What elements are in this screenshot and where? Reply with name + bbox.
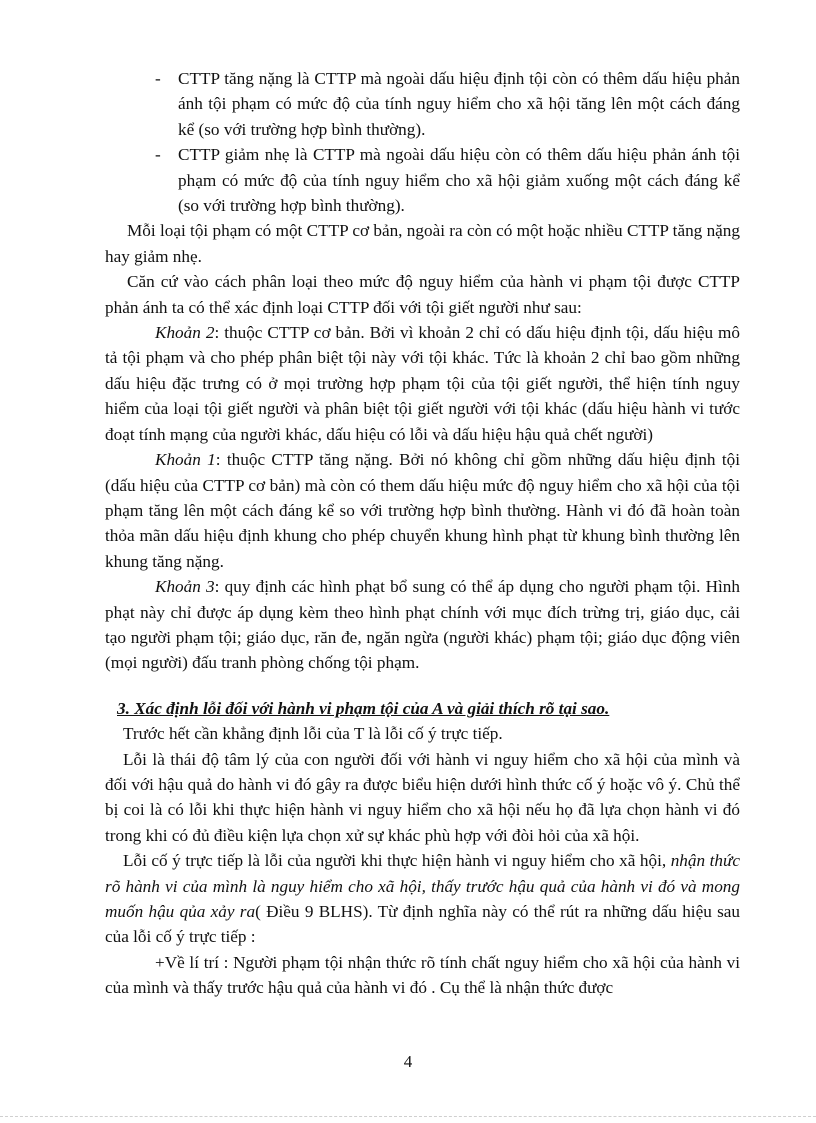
- page-number: 4: [403, 1052, 413, 1071]
- paragraph-direct-intent: [105, 848, 740, 950]
- paragraph-reason: +Về lí trí : Người phạm tội nhận thức rõ tính chất nguy hiểm cho xã hội của hành vi của mình và thấy trước hậu quả của hành vi đó . Cụ thể là nhận thức được: [105, 952, 740, 998]
- bullet-marker: -: [155, 145, 161, 165]
- clause-label: Khoản 1: [155, 450, 216, 470]
- paragraph-types: Mỗi loại tội phạm có một CTTP cơ bản, ngoài ra còn có một hoặc nhiều CTTP tăng nặng hay giảm nhẹ.: [105, 221, 740, 266]
- paragraph-classify: Căn cứ vào cách phân loại theo mức độ nguy hiểm của hành vi phạm tội được CTTP phản ánh ta có thể xác định loại CTTP đối với tội giết người như sau:: [105, 272, 740, 317]
- clause-paragraph: [105, 320, 740, 447]
- paragraph-first: Trước hết cần khẳng định lỗi của T là lỗi cố ý trực tiếp.: [123, 724, 503, 744]
- clause-text: : thuộc CTTP cơ bản. Bởi vì khoản 2 chỉ có dấu hiệu định tội, dấu hiệu mô tả tội phạm và cho phép phân biệt tội này với tội khác. Tức là khoản 2 chỉ bao gồm những dấu hiệu đặc trưng có ở mọi trường hợp phạm tội của tội giết người, thể hiện tính nguy hiểm của loại tội giết người và phân biệt tội giết người với tội khác (dấu hiệu hành vi tước đoạt tính mạng của người khác, dấu hiệu có lỗi và dấu hiệu hậu quả chết người): [105, 323, 741, 444]
- clause-paragraph: [105, 447, 740, 574]
- clause-label: Khoản 3: [155, 577, 215, 597]
- direct-intent-lead: Lỗi cố ý trực tiếp là lỗi của người khi thực hiện hành vi nguy hiểm cho xã hội,: [123, 851, 671, 871]
- clause-text: : thuộc CTTP tăng nặng. Bởi nó không chỉ gồm những dấu hiệu định tội (dấu hiệu của CTTP cơ bản) mà còn có them dấu hiệu mức độ nguy hiểm cho xã hội của tội phạm tăng lên một cách đáng kể so với trường hợp bình thường. Hành vi đó đã hoàn toàn thỏa mãn dấu hiệu định khung cho phép chuyển khung hình phạt từ khung bình thường lên khung tăng nặng.: [105, 450, 740, 571]
- direct-intent-definition: nhận thức rõ hành vi của mình là nguy hiểm cho xã hội, thấy trước hậu quả của hành vi đó và mong muốn hậu qủa xảy ra: [105, 851, 740, 921]
- clause-text: : quy định các hình phạt bổ sung có thể áp dụng cho người phạm tội. Hình phạt này chỉ được áp dụng kèm theo hình phạt chính với mục đích trừng trị, giáo dục, cải tạo người phạm tội; giáo dục, răn đe, ngăn ngừa (người khác) phạm tội; giáo dục động viên (mọi người) đấu tranh phòng chống tội phạm.: [105, 577, 740, 673]
- bullet-item: [105, 66, 740, 142]
- bullet-text: CTTP giảm nhẹ là CTTP mà ngoài dấu hiệu còn có thêm dấu hiệu phản ánh tội phạm có mức độ của tính nguy hiểm cho xã hội giảm xuống một cách đáng kể (so với trường hợp bình thường).: [178, 145, 740, 216]
- section-heading: 3. Xác định lỗi đối với hành vi phạm tội của A và giải thích rõ tại sao.: [117, 698, 610, 718]
- page-divider: [0, 1116, 816, 1117]
- bullet-item: [105, 142, 740, 218]
- clause-paragraph: [105, 574, 740, 676]
- clause-label: Khoản 2: [155, 323, 215, 343]
- bullet-text: CTTP tăng nặng là CTTP mà ngoài dấu hiệu định tội còn có thêm dấu hiệu phản ánh tội phạm có mức độ của tính nguy hiểm cho xã hội tăng lên một cách đáng kể (so với trường hợp bình thường).: [178, 69, 740, 139]
- bullet-marker: -: [155, 69, 161, 88]
- paragraph-fault-definition: Lỗi là thái độ tâm lý của con người đối với hành vi nguy hiểm cho xã hội của mình và đối với hậu quả do hành vi đó gây ra được biểu hiện dưới hình thức cố ý hoặc vô ý. Chủ thể bị coi là có lỗi khi thực hiện hành vi nguy hiểm cho xã hội nếu họ đã lựa chọn hành vi đó trong khi có đủ điều kiện lựa chọn xử sự khác phù hợp với đòi hỏi của xã hội.: [105, 749, 740, 845]
- body-text: [105, 66, 740, 1001]
- direct-intent-tail: ( Điều 9 BLHS). Từ định nghĩa này có thể rút ra những dấu hiệu sau của lỗi cố ý trực tiếp :: [105, 902, 741, 947]
